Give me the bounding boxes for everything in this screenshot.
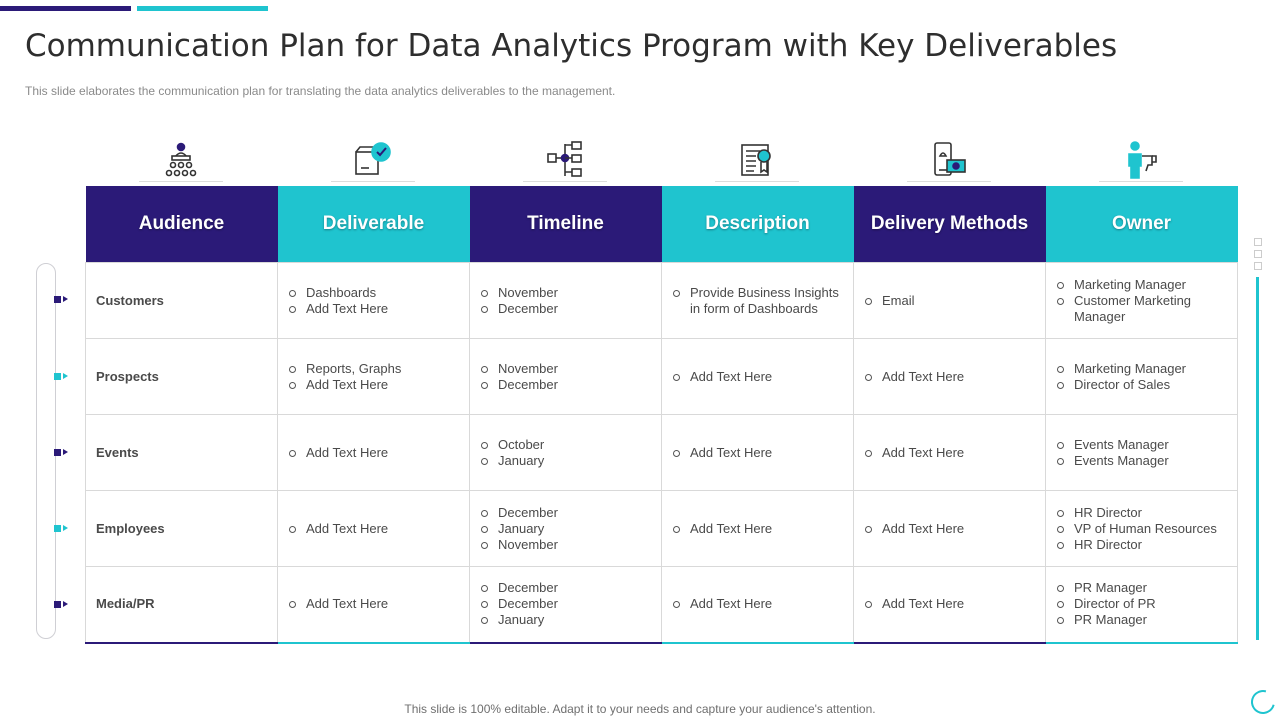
description-cell [662,415,854,491]
list-item: PR Manager [1056,580,1229,596]
owner-cell [1046,567,1238,643]
list-item: Events Manager [1056,437,1229,453]
list-item: December [480,377,653,393]
list-item: January [480,453,653,469]
table-row [86,339,1238,415]
timeline-list [480,580,653,628]
list-item: Provide Business Insights in form of Dashboards [672,285,845,317]
list-item: December [480,505,653,521]
audience-cell: Employees [86,491,278,567]
delivery-cell [854,263,1046,339]
description-cell [662,491,854,567]
timeline-list [480,437,653,469]
list-item: Add Text Here [288,445,461,461]
list-item: Add Text Here [672,445,845,461]
row-marker [54,525,70,533]
list-item: Add Text Here [672,596,845,612]
owner-list [1056,277,1229,325]
list-item: November [480,537,653,553]
list-item: Marketing Manager [1056,277,1229,293]
owner-cell [1046,415,1238,491]
list-item: Add Text Here [864,369,1037,385]
row-marker [54,373,70,381]
description-list [672,369,845,385]
list-item: Marketing Manager [1056,361,1229,377]
delivery-list [864,445,1037,461]
list-item: November [480,361,653,377]
timeline-list [480,505,653,553]
accent-bar-teal [137,6,268,11]
table-row [86,491,1238,567]
list-item: Add Text Here [864,521,1037,537]
owner-cell [1046,491,1238,567]
deliverable-box-check-icon [353,140,393,184]
table-header-row [86,186,1238,263]
description-cell [662,567,854,643]
header-delivery-methods: Delivery Methods [854,186,1046,263]
description-cell [662,339,854,415]
deliverable-cell [278,491,470,567]
description-list [672,285,845,317]
page-subtitle: This slide elaborates the communication plan for translating the data analytics deliverables to the management. [25,84,616,98]
side-decoration [1254,238,1262,274]
table-row [86,567,1238,643]
list-item: Email [864,293,1037,309]
list-item: HR Director [1056,505,1229,521]
list-item: December [480,580,653,596]
list-item: Add Text Here [672,521,845,537]
list-item: Events Manager [1056,453,1229,469]
description-list [672,596,845,612]
list-item: Director of Sales [1056,377,1229,393]
header-timeline: Timeline [470,186,662,263]
list-item: January [480,521,653,537]
audience-cell: Events [86,415,278,491]
list-item: Add Text Here [288,596,461,612]
list-item: Customer Marketing Manager [1056,293,1229,325]
row-marker [54,601,70,609]
delivery-list [864,369,1037,385]
audience-cell: Customers [86,263,278,339]
owner-list [1056,437,1229,469]
owner-list [1056,505,1229,553]
list-item: December [480,596,653,612]
list-item: HR Director [1056,537,1229,553]
audience-cell: Media/PR [86,567,278,643]
delivery-cell [854,339,1046,415]
list-item: PR Manager [1056,612,1229,628]
accent-bar-dark [0,6,131,11]
owner-cell [1046,263,1238,339]
delivery-list [864,596,1037,612]
timeline-cell [470,339,662,415]
timeline-cell [470,567,662,643]
delivery-list [864,293,1037,309]
header-audience: Audience [86,186,278,263]
owner-list [1056,580,1229,628]
list-item: VP of Human Resources [1056,521,1229,537]
deliverable-list [288,361,461,393]
description-cell [662,263,854,339]
list-item: December [480,301,653,317]
audience-cell: Prospects [86,339,278,415]
deliverable-list [288,596,461,612]
description-list [672,521,845,537]
timeline-list [480,285,653,317]
list-item: Add Text Here [288,521,461,537]
owner-list [1056,361,1229,393]
timeline-rail [36,263,56,639]
deliverable-cell [278,263,470,339]
deliverable-cell [278,339,470,415]
list-item: October [480,437,653,453]
row-marker [54,296,70,304]
list-item: Reports, Graphs [288,361,461,377]
delivery-list [864,521,1037,537]
list-item: Add Text Here [288,301,461,317]
timeline-flow-icon [545,140,585,184]
table-row [86,415,1238,491]
list-item: Add Text Here [864,596,1037,612]
timeline-cell [470,491,662,567]
list-item: Add Text Here [864,445,1037,461]
list-item: Add Text Here [672,369,845,385]
deliverable-list [288,285,461,317]
communication-plan-table [85,186,1238,644]
list-item: November [480,285,653,301]
timeline-cell [470,415,662,491]
deliverable-list [288,521,461,537]
list-item: Dashboards [288,285,461,301]
description-list [672,445,845,461]
audience-icon [161,140,201,184]
timeline-cell [470,263,662,339]
side-accent-line [1256,277,1259,640]
table-row [86,263,1238,339]
page-title: Communication Plan for Data Analytics Program with Key Deliverables [25,28,1118,64]
timeline-list [480,361,653,393]
deliverable-cell [278,567,470,643]
list-item: Add Text Here [288,377,461,393]
owner-person-icon [1121,140,1161,184]
deliverable-list [288,445,461,461]
list-item: Director of PR [1056,596,1229,612]
header-owner: Owner [1046,186,1238,263]
delivery-cell [854,491,1046,567]
footer-note: This slide is 100% editable. Adapt it to your needs and capture your audience's attention. [404,702,876,716]
list-item: January [480,612,653,628]
owner-cell [1046,339,1238,415]
header-deliverable: Deliverable [278,186,470,263]
delivery-cell [854,567,1046,643]
header-description: Description [662,186,854,263]
deliverable-cell [278,415,470,491]
row-marker [54,449,70,457]
delivery-cell [854,415,1046,491]
mobile-delivery-icon [929,140,969,184]
document-badge-icon [737,140,777,184]
